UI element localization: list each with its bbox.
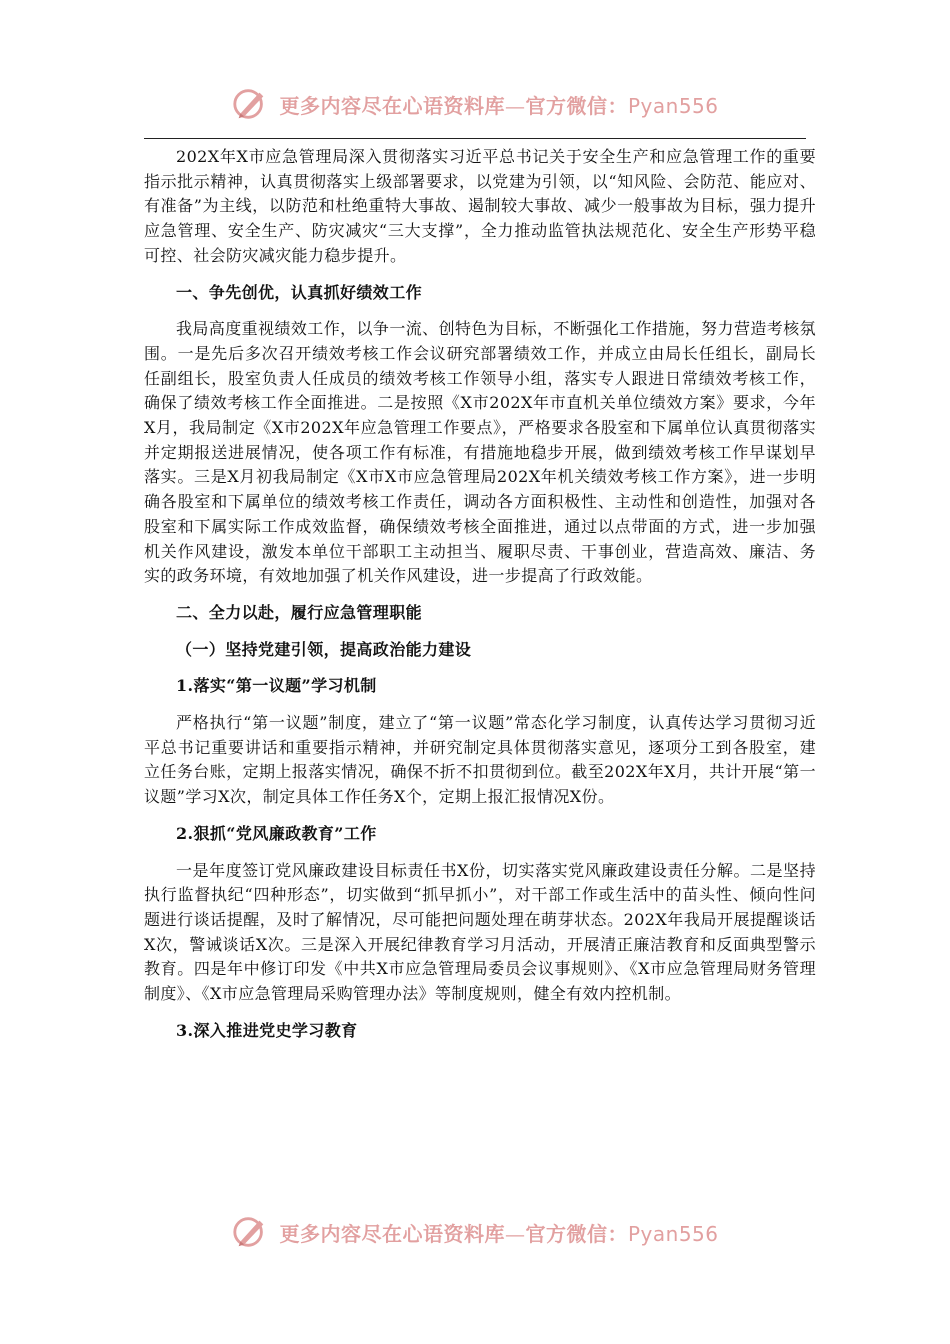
watermark-label: 官方微信： <box>525 1221 628 1246</box>
document-body <box>144 145 816 1044</box>
watermark-id: Pyan556 <box>627 93 719 118</box>
watermark-text <box>279 1218 718 1247</box>
pen-logo-icon <box>231 1213 269 1251</box>
section-heading-1: 一、争先创优，认真抓好绩效工作 <box>176 282 423 302</box>
header-watermark <box>0 84 950 124</box>
watermark-text <box>279 90 718 119</box>
watermark-label: 官方微信： <box>525 93 628 118</box>
item-heading-2: 2.狠抓“党风廉政教育”工作 <box>176 823 377 843</box>
footer-watermark <box>0 1212 950 1252</box>
section-1-paragraph: 我局高度重视绩效工作，以争一流、创特色为目标，不断强化工作措施，努力营造考核氛围。一是先后多次召开绩效考核工作会议研究部署绩效工作，并成立由局长任组长，副局长任副组长，股室负责人任成员的绩效考核工作领导小组，落实专人跟进日常绩效考核工作，确保了绩效考核工作全面推进。二是按照《X市202X年市直机关单位绩效方案》要求，今年X月，我局制定《X市202X年应急管理工作要点》，严格要求各股室和下属单位认真贯彻落实并定期报送进展情况，使各项工作有标准，有措施地稳步开展，做到绩效考核工作早谋划早落实。三是X月初我局制定《X市X市应急管理局202X年机关绩效考核工作方案》，进一步明确各股室和下属单位的绩效考核工作责任，调动各方面积极性、主动性和创造性，加强对各股室和下属实际工作成效监督，确保绩效考核全面推进，通过以点带面的方式，进一步加强机关作风建设，激发本单位干部职工主动担当、履职尽责、干事创业，营造高效、廉洁、务实的政务环境，有效地加强了机关作风建设，进一步提高了行政效能。 <box>144 319 816 586</box>
header-divider <box>144 138 806 139</box>
subsection-heading-2-1: （一）坚持党建引领，提高政治能力建设 <box>176 639 472 659</box>
pen-logo-icon <box>231 85 269 123</box>
item-heading-3: 3.深入推进党史学习教育 <box>176 1020 358 1040</box>
item-1-paragraph: 严格执行“第一议题”制度，建立了“第一议题”常态化学习制度，认真传达学习贯彻习近平总书记重要讲话和重要指示精神，并研究制定具体贯彻落实意见，逐项分工到各股室，建立任务台账，定期上报落实情况，确保不折不扣贯彻到位。截至202X年X月，共计开展“第一议题”学习X次，制定具体工作任务X个，定期上报汇报情况X份。 <box>144 713 816 807</box>
section-heading-2: 二、全力以赴，履行应急管理职能 <box>176 602 423 622</box>
watermark-main: 更多内容尽在心语资料库 <box>279 93 505 118</box>
item-2-paragraph: 一是年度签订党风廉政建设目标责任书X份，切实落实党风廉政建设责任分解。二是坚持执行监督执纪“四种形态”，切实做到“抓早抓小”，对干部工作或生活中的苗头性、倾向性问题进行谈话提醒，及时了解情况，尽可能把问题处理在萌芽状态。202X年我局开展提醒谈话X次，警诫谈话X次。三是深入开展纪律教育学习月活动，开展清正廉洁教育和反面典型警示教育。四是年中修订印发《中共X市应急管理局委员会议事规则》、《X市应急管理局财务管理制度》、《X市应急管理局采购管理办法》等制度规则，健全有效内控机制。 <box>144 860 816 1004</box>
watermark-main: 更多内容尽在心语资料库 <box>279 1221 505 1246</box>
watermark-id: Pyan556 <box>627 1221 719 1246</box>
item-heading-1: 1.落实“第一议题”学习机制 <box>176 676 377 696</box>
watermark-sep: — <box>504 1221 526 1246</box>
intro-paragraph: 202X年X市应急管理局深入贯彻落实习近平总书记关于安全生产和应急管理工作的重要指示批示精神，认真贯彻落实上级部署要求，以党建为引领，以“知风险、会防范、能应对、有准备”为主线，以防范和杜绝重特大事故、遏制较大事故、减少一般事故为目标，强力提升应急管理、安全生产、防灾减灾“三大支撑”，全力推动监管执法规范化、安全生产形势平稳可控、社会防灾减灾能力稳步提升。 <box>144 147 816 265</box>
watermark-sep: — <box>504 93 526 118</box>
